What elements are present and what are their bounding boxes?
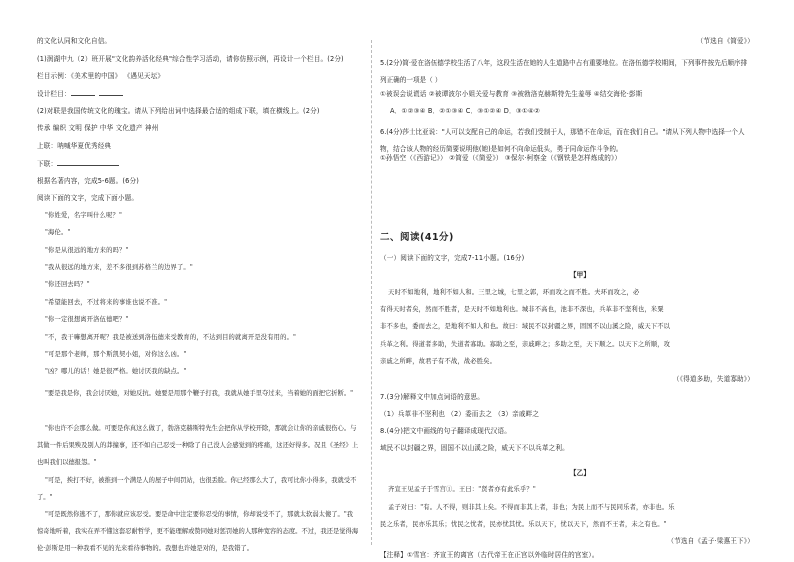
column-divider — [371, 40, 372, 545]
answer-blank[interactable] — [99, 95, 123, 96]
question-4-1: (1)润湖中九（2）班开展"文化韵养活化经典"综合性学习活动，请你仿照示例，再设计一个栏目。(2分) — [37, 55, 344, 63]
source-note: （节选自《孟子·梁惠王下》） — [667, 537, 754, 545]
source-note: （节选自《简爱》） — [696, 37, 754, 45]
passage-paragraph: "可是，挨打不好，被推到一个满是人的屋子中间罚站，也很丢脸。你已经那么大了，我可比你小得多，我就受不了。" — [37, 477, 357, 501]
classical-line: 孟子对曰："有。人不得，则非其上矣。不得而非其上者，非也；为民上而不与民同乐者，亦非也。乐 — [388, 504, 675, 511]
passage-line: "你是从很远的地方来的吗？" — [45, 247, 129, 254]
passage-paragraph: "你也许不会那么做。可要是你真这么做了，勃洛克赫斯特先生会把你从学校开除，那就会让你的亲戚很伤心。与其做一件后果殃及别人的莽撞事，还不如自己忍受一种除了自己没人会感觉到的疼痛，这还好得多。况且《圣经》上也叫我们以德报怨。" — [37, 425, 359, 466]
section-instruction: 根据名著内容，完成5-6题。(6分) — [37, 177, 139, 185]
passage-label-yi: 【乙】 — [569, 469, 591, 477]
answer-blank[interactable] — [57, 165, 119, 166]
passage-line: "你还回去吗？" — [45, 281, 90, 288]
passage-line: "可是那个老师，那个斯凯契小姐，对你这么凶。" — [45, 351, 187, 358]
question-6: 6.(4分)莎士比亚说："人可以支配自己的命运，若我们受制于人，那错不在命运，而在我们自己。"请从下列人物中选择一个人物，结合该人物的经历简要说明他(她)是如何不向命运低头，勇于同命运作斗争的。 — [380, 128, 745, 153]
classical-line: 非不多也，委而去之，是地利不如人和也。故曰：域民不以封疆之界，固国不以山溪之险，威天下不以 — [380, 323, 671, 330]
question-5-options: A．①②③④ B．②①③④ C．③①②④ D．③①④② — [390, 107, 541, 115]
question-7: 7.(3分)解释文中加点词语的意思。 — [380, 393, 485, 401]
classical-line: 兵革之利。得道者多助，失道者寡助。寡助之至，亲戚畔之；多助之至，天下顺之。以天下之所顺，攻 — [380, 341, 671, 348]
source-note: （《得道多助，失道寡助》） — [672, 375, 754, 383]
passage-paragraph: "要是我是你，我会讨厌她，对她反抗。她要是用那个鞭子打我，我就从她手里夺过来，当着她的面把它折断。" — [45, 390, 354, 397]
passage-line: "你姓爱，名字叫什么呢？" — [45, 212, 123, 219]
translation-sentence: 域民不以封疆之界，固国不以山溪之险，威天下不以兵革之利。 — [380, 444, 569, 452]
question-5-items: ①被误会说谎话 ②被谭波尔小姐关爱与教育 ③被勃洛克赫斯特先生羞辱 ④结交海伦·彭斯 — [380, 90, 643, 98]
annotation-note: 【注释】①雪宫：齐宣王的离宫（古代帝王在正宫以外临时居住的宫室）。 — [380, 551, 599, 559]
passage-label-jia: 【甲】 — [569, 271, 591, 279]
passage-line: "凶？哪儿的话！她是很严格。她讨厌我的缺点。" — [45, 368, 187, 375]
question-8: 8.(4分)把文中画线的句子翻译成现代汉语。 — [380, 427, 512, 435]
lower-couplet-label: 下联： — [37, 160, 58, 168]
passage-line: "不，我干嘛想离开呢？我是被送到洛伍德来受教育的，不达到目的就离开是没有用的。" — [45, 334, 297, 341]
classical-line: 天时不如地利，地利不如人和。三里之城，七里之郭，环而攻之而不胜。夫环而攻之，必 — [388, 289, 640, 296]
design-column-line — [37, 90, 123, 98]
design-column-label: 设计栏目： — [37, 90, 71, 98]
lower-couplet-line — [37, 160, 119, 168]
section-instruction: 阅读下面的文字，完成下面小题。 — [37, 194, 139, 202]
upper-couplet: 上联：呐喊华夏优秀经典 — [37, 142, 112, 150]
question-4-2: (2)对联是我国传统文化的瑰宝。请从下列给出词中选择最合适的组成下联，填在横线上。(2分) — [37, 107, 320, 115]
subsection-instruction: （一）阅读下面的文字，完成7-11小题。(16分) — [380, 254, 525, 262]
classical-line: 亲戚之所畔，故君子有不战，战必胜矣。 — [380, 358, 497, 365]
classical-line: 齐宣王见孟子于雪宫①。王曰："贤者亦有此乐乎？" — [388, 486, 536, 493]
passage-paragraph: "可是既然你逃不了，那你就应该忍受。要是命中注定要你忍受的事情，你却说受不了，那就太软弱太傻了。"我惊奇地听着，我实在弄不懂这套忍耐哲学，更不能理解或赞同她对惩罚她的人那种宽容的态度。不过，我还是觉得海伦·彭斯是用一种我看不见的光来看待事物的。我想也许她是对的，是我错了。 — [37, 511, 359, 552]
passage-line: "你一定很想离开洛伍德吧？" — [45, 316, 129, 323]
question-5: 5.(2分)简·爱在洛伍德学校生活了八年，这段生活在她的人生道路中占有重要地位。在洛伍德学校期间，下列事件按先后顺序排列正确的一项是（ ） — [380, 59, 748, 84]
section-heading: 二、阅读(41分) — [380, 232, 454, 243]
passage-line: "海伦。" — [45, 229, 71, 236]
word-options: 传承 编织 文明 保护 中华 文化遗产 神州 — [37, 124, 159, 132]
answer-blank[interactable] — [71, 95, 95, 96]
passage-line: "我从很远的地方来，差不多很到苏格兰的边界了。" — [45, 264, 193, 271]
classical-line: 有得天时者矣，然而不胜者，是天时不如地利也。城非不高也，池非不深也，兵革非不坚利也，米粟 — [380, 306, 664, 313]
text-line: 的文化认同和文化自信。 — [37, 37, 112, 45]
question-7-items: （1）兵革非不坚利也 （2）委而去之 （3）亲戚畔之 — [380, 410, 540, 418]
column-example: 栏目示例：《美术里的中国》 《遇见天坛》 — [37, 72, 165, 80]
classical-line: 民之乐者，民亦乐其乐；忧民之忧者，民亦忧其忧。乐以天下，忧以天下，然而不王者，未之有也。" — [380, 521, 667, 528]
question-6-options: ①孙悟空（《西游记》） ②简爱（《简爱》） ③保尔·柯察金（《钢铁是怎样炼成的》） — [380, 154, 622, 162]
passage-line: "希望能回去，不过将来的事谁也说不准。" — [45, 299, 168, 306]
